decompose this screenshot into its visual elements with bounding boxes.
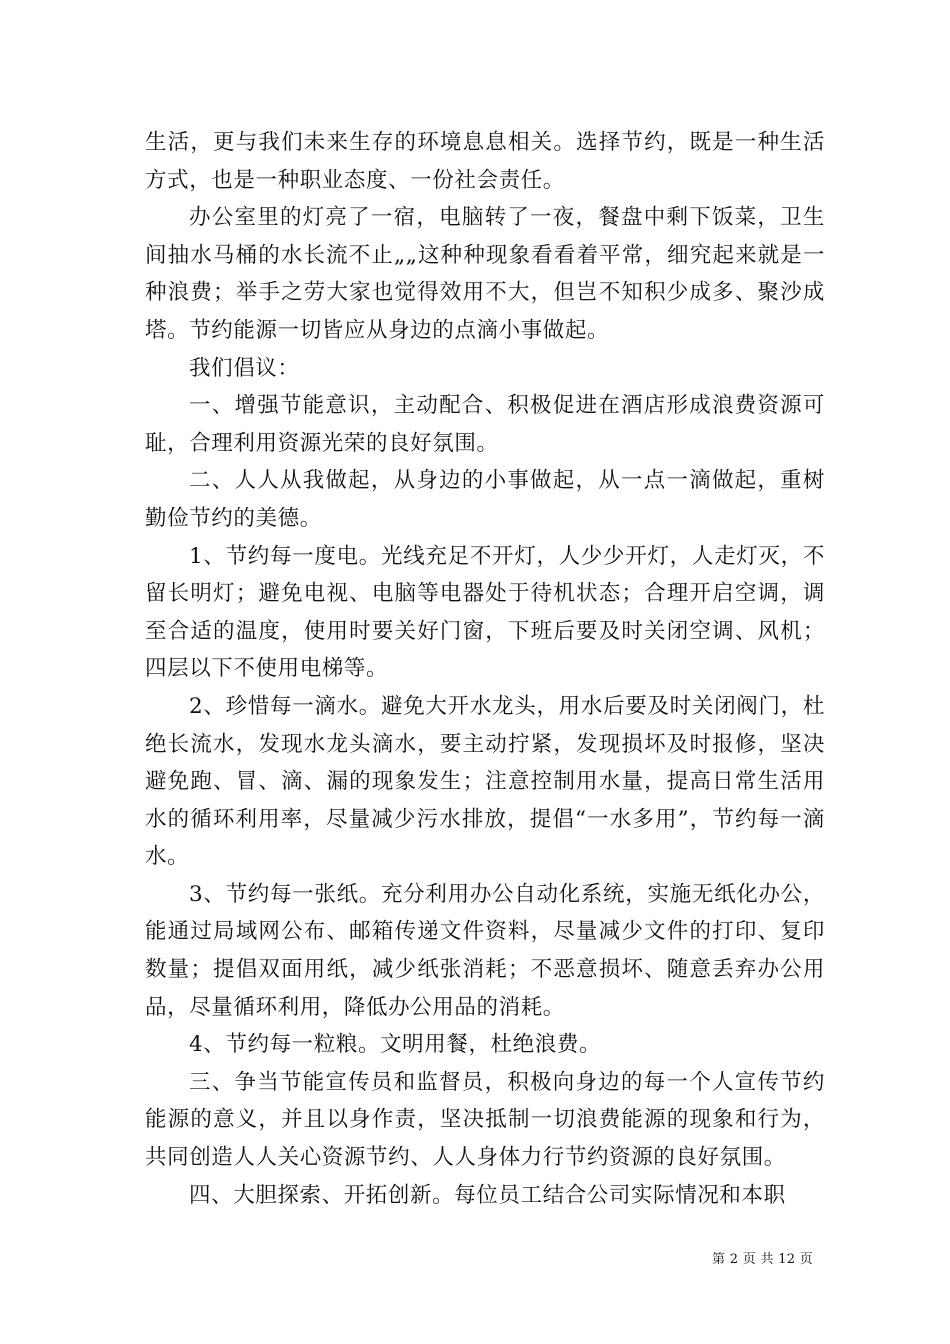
paragraph-2: 办公室里的灯亮了一宿，电脑转了一夜，餐盘中剩下饭菜，卫生间抽水马桶的水长流不止„„这种种现象看看着平常，细究起来就是一种浪费；举手之劳大家也觉得效用不大，但岂不知积少成多、聚沙成塔。节约能源一切皆应从身边的点滴小事做起。 (145, 205, 825, 343)
paragraph-3: 我们倡议： (189, 355, 300, 381)
page-number-footer: 第 2 页 共 12 页 (712, 1252, 814, 1267)
paragraph-5: 二、人人从我做起，从身边的小事做起，从一点一滴做起，重树勤俭节约的美德。 (145, 468, 825, 531)
paragraph-9: 4、节约每一粒粮。文明用餐，杜绝浪费。 (189, 1032, 602, 1058)
paragraph-8: 3、节约每一张纸。充分利用办公自动化系统，实施无纸化办公，能通过局域网公布、邮箱传递文件资料，尽量减少文件的打印、复印数量；提倡双面用纸，减少纸张消耗；不恶意损坏、随意丢弃办公用品，尽量循环利用，降低办公用品的消耗。 (145, 881, 825, 1020)
paragraph-10: 三、争当节能宣传员和监督员，积极向身边的每一个人宣传节约能源的意义，并且以身作责，坚决抵制一切浪费能源的现象和行为，共同创造人人关心资源节约、人人身体力行节约资源的良好氛围。 (145, 1069, 825, 1171)
paragraph-1: 生活，更与我们未来生存的环境息息相关。选择节约，既是一种生活方式，也是一种职业态度、一份社会责任。 (145, 130, 825, 193)
paragraph-11: 四、大胆探索、开拓创新。每位员工结合公司实际情况和本职 (189, 1182, 786, 1208)
paragraph-4: 一、增强节能意识，主动配合、积极促进在酒店形成浪费资源可耻，合理利用资源光荣的良好氛围。 (145, 393, 825, 456)
document-body (145, 124, 825, 1214)
paragraph-6: 1、节约每一度电。光线充足不开灯，人少少开灯，人走灯灭，不留长明灯；避免电视、电脑等电器处于待机状态；合理开启空调，调至合适的温度，使用时要关好门窗，下班后要及时关闭空调、风机；四层以下不使用电梯等。 (145, 543, 825, 682)
paragraph-7: 2、珍惜每一滴水。避免大开水龙头，用水后要及时关闭阀门，杜绝长流水，发现水龙头滴水，要主动拧紧，发现损坏及时报修，坚决避免跑、冒、滴、漏的现象发生；注意控制用水量，提高日常生活用水的循环利用率，尽量减少污水排放，提倡“一水多用”，节约每一滴水。 (145, 693, 825, 870)
